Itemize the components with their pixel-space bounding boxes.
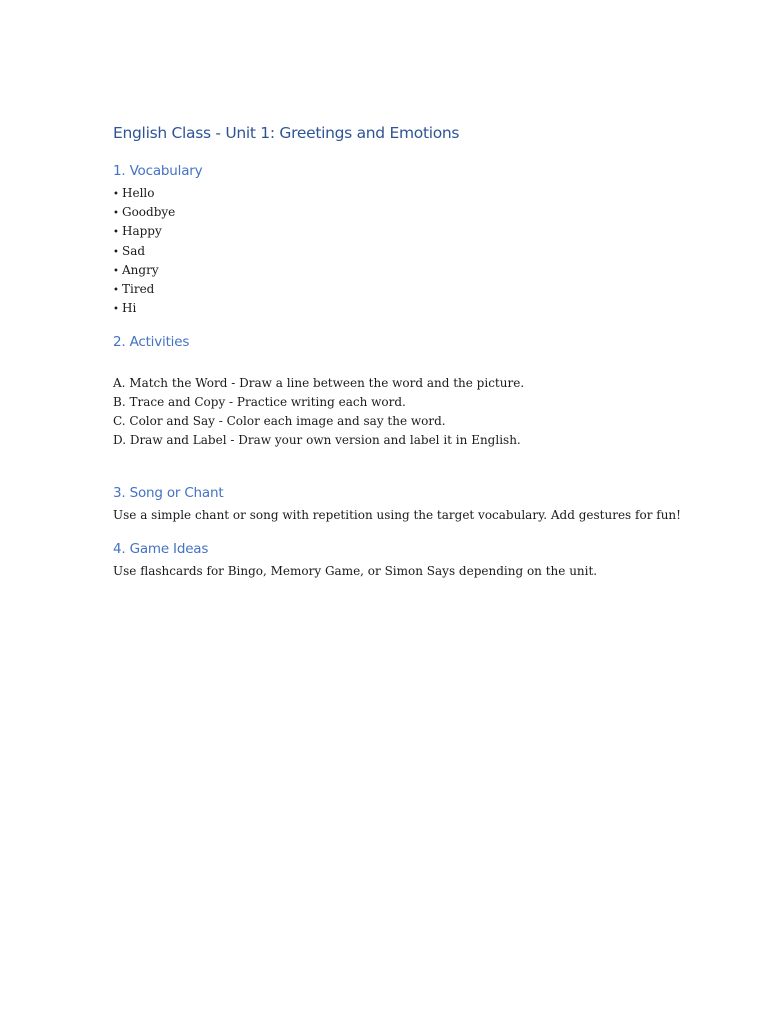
bullet-icon: • [113, 265, 119, 277]
vocabulary-word: Tired [122, 281, 155, 296]
vocabulary-heading: 1. Vocabulary [113, 163, 203, 179]
activities-list [113, 374, 524, 450]
song-heading: 3. Song or Chant [113, 485, 224, 501]
vocabulary-word: Goodbye [122, 205, 176, 220]
vocabulary-word: Hello [122, 186, 155, 200]
list-item: B. Trace and Copy - Practice writing each word. [113, 395, 406, 409]
vocabulary-list [113, 184, 175, 318]
list-item [113, 261, 175, 280]
vocabulary-word: Angry [122, 262, 159, 277]
bullet-icon: • [113, 227, 119, 239]
bullet-icon: • [113, 304, 119, 316]
list-item [113, 299, 175, 318]
list-item [113, 242, 175, 261]
list-item: D. Draw and Label - Draw your own version and label it in English. [113, 433, 521, 447]
list-item [113, 280, 175, 299]
bullet-icon: • [113, 246, 119, 258]
games-heading: 4. Game Ideas [113, 541, 209, 557]
list-item: A. Match the Word - Draw a line between the word and the picture. [113, 376, 525, 390]
list-item [113, 203, 175, 222]
bullet-icon: • [113, 284, 119, 296]
vocabulary-word: Sad [122, 243, 146, 258]
song-paragraph: Use a simple chant or song with repetition using the target vocabulary. Add gestures for fun! [113, 508, 681, 522]
activities-heading: 2. Activities [113, 334, 190, 350]
list-item [113, 222, 175, 241]
bullet-icon: • [113, 189, 119, 200]
games-paragraph: Use flashcards for Bingo, Memory Game, or Simon Says depending on the unit. [113, 564, 598, 578]
vocabulary-word: Hi [122, 301, 137, 316]
document-title: English Class - Unit 1: Greetings and Emotions [113, 124, 460, 142]
bullet-icon: • [113, 208, 119, 220]
vocabulary-word: Happy [122, 224, 162, 239]
list-item: C. Color and Say - Color each image and say the word. [113, 414, 446, 428]
list-item [113, 184, 175, 203]
